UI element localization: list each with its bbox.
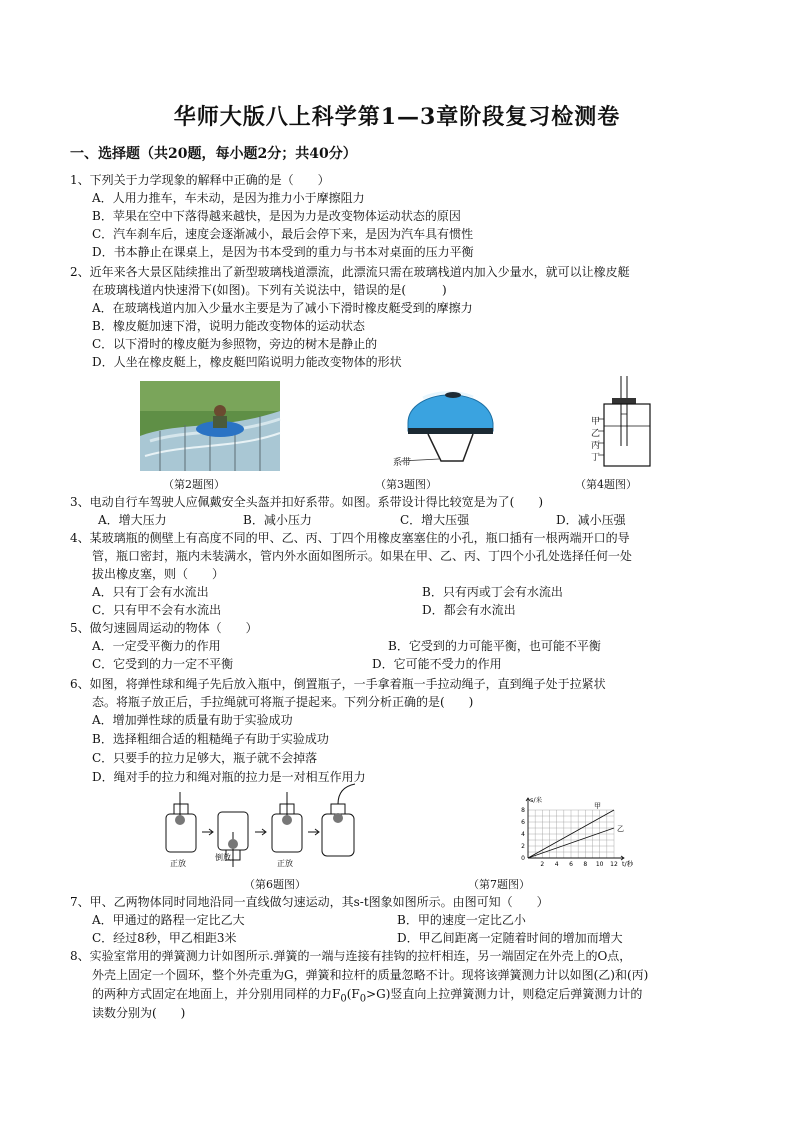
q8-text-b: (F <box>346 987 360 1001</box>
question-6-option-d: D．绳对手的拉力和绳对瓶的拉力是一对相互作用力 <box>92 770 366 784</box>
series-name: 乙 <box>617 825 624 833</box>
question-6-stem-line-1: 6、如图，将弹性球和绳子先后放入瓶中，倒置瓶子，一手拿着瓶一手拉动绳子，直到绳子处于拉紧状 <box>70 677 606 691</box>
question-1-option-c: C．汽车刹车后，速度会逐渐减小，最后会停下来，是因为汽车具有惯性 <box>92 227 474 241</box>
x-tick-label: 4 <box>554 861 559 868</box>
question-4-stem-line-1: 4、某玻璃瓶的侧壁上有高度不同的甲、乙、丙、丁四个用橡皮塞塞住的小孔，瓶口插有一根两端开口的导 <box>70 531 630 545</box>
x-tick-label: 6 <box>569 861 573 868</box>
y-axis-label: s/米 <box>530 796 543 804</box>
q8-text-a: 的两种方式固定在地面上，并分别用同样的力F <box>92 987 341 1001</box>
section-heading: 一、选择题（共20题，每小题2分；共40分） <box>70 146 357 162</box>
y-tick-label: 0 <box>521 855 525 862</box>
question-1-stem: 1、下列关于力学现象的解释中正确的是（ ） <box>70 173 330 187</box>
hole-label-ding: 丁 <box>591 453 601 463</box>
question-2-option-b: B．橡皮艇加速下滑，说明力能改变物体的运动状态 <box>92 319 365 333</box>
question-2-stem-line-1: 2、近年来各大景区陆续推出了新型玻璃栈道漂流，此漂流只需在玻璃栈道内加入少量水，就可以让橡皮艇 <box>70 265 630 279</box>
question-8-stem-line-2: 外壳上固定一个圆环，整个外壳重为G，弹簧和拉杆的质量忽略不计。现将该弹簧测力计以如图(乙)和(丙) <box>92 968 649 982</box>
question-7-option-b: B．甲的速度一定比乙小 <box>397 913 526 927</box>
question-6-option-c: C．只要手的拉力足够大，瓶子就不会掉落 <box>92 751 318 765</box>
series-name: 甲 <box>594 802 601 810</box>
figure-6-caption: （第6题图） <box>244 878 306 891</box>
y-tick-label: 2 <box>521 843 525 850</box>
y-tick-label: 4 <box>521 831 525 838</box>
question-1-option-d: D．书本静止在课桌上，是因为书本受到的重力与书本对桌面的压力平衡 <box>92 245 474 259</box>
y-tick-label: 6 <box>521 819 525 826</box>
x-axis-label: t/秒 <box>622 860 634 868</box>
question-8-stem-line-4: 读数分别为( ) <box>92 1006 186 1020</box>
question-4-stem-line-3: 拔出橡皮塞，则（ ） <box>92 567 225 581</box>
x-tick-label: 12 <box>610 861 618 868</box>
figure-4-caption: （第4题图） <box>575 478 637 491</box>
question-8-stem-line-1: 8、实验室常用的弹簧测力计如图所示.弹簧的一端与连接有挂钩的拉杆相连，另一端固定在外壳上的O点， <box>70 949 632 963</box>
question-2-option-c: C．以下滑时的橡皮艇为参照物，旁边的树木是静止的 <box>92 337 378 351</box>
q8-sub-1: 0 <box>359 993 367 1005</box>
question-1-option-a: A．人用力推车，车未动，是因为推力小于摩擦阻力 <box>92 191 365 205</box>
question-4-stem-line-2: 管，瓶口密封，瓶内未装满水，管内外水面如图所示。如果在甲、乙、丙、丁四个小孔处选择任何一处 <box>92 549 633 563</box>
figure-2-caption: （第2题图） <box>163 478 225 491</box>
figure-2-glass-slide-photo <box>140 381 280 471</box>
question-4-option-c: C．只有甲不会有水流出 <box>92 603 222 617</box>
bottle-upright-label: 正放 <box>170 859 186 868</box>
y-tick-label: 8 <box>521 807 525 814</box>
question-3-stem: 3、电动自行车驾驶人应佩戴安全头盔并扣好系带。如图。系带设计得比较宽是为了( ) <box>70 495 544 509</box>
question-2-option-d: D．人坐在橡皮艇上，橡皮艇凹陷说明力能改变物体的形状 <box>92 355 402 369</box>
question-4-option-a: A．只有丁会有水流出 <box>92 585 209 599</box>
question-7-option-a: A．甲通过的路程一定比乙大 <box>92 913 245 927</box>
question-6-option-a: A．增加弹性球的质量有助于实验成功 <box>92 713 293 727</box>
question-1-option-b: B．苹果在空中下落得越来越快，是因为力是改变物体运动状态的原因 <box>92 209 461 223</box>
question-2-option-a: A．在玻璃栈道内加入少量水主要是为了减小下滑时橡皮艇受到的摩擦力 <box>92 301 473 315</box>
bottle-upright-label-2: 正放 <box>277 859 293 868</box>
question-4-option-d: D．都会有水流出 <box>422 603 516 617</box>
question-5-option-c: C．它受到的力一定不平衡 <box>92 657 234 671</box>
q8-text-c: >G)竖直向上拉弹簧测力计，则稳定后弹簧测力计的 <box>366 987 643 1001</box>
bottle-inverted-label: 倒放 <box>215 853 231 862</box>
x-tick-label: 8 <box>583 861 588 868</box>
question-7-option-c: C．经过8秒，甲乙相距3米 <box>92 931 237 945</box>
x-tick-label: 10 <box>595 861 604 868</box>
q8-sub-0: 0 <box>340 993 347 1005</box>
question-3-option-a: A．增大压力 <box>98 513 167 527</box>
hole-label-yi: 乙 <box>591 429 601 439</box>
question-3-option-c: C．增大压强 <box>400 513 470 527</box>
figure-7-caption: （第7题图） <box>468 878 530 891</box>
hole-label-bing: 丙 <box>591 441 601 451</box>
question-5-option-a: A．一定受平衡力的作用 <box>92 639 221 653</box>
figure-3-caption: （第3题图） <box>375 478 437 491</box>
question-5-option-b: B．它受到的力可能平衡，也可能不平衡 <box>388 639 601 653</box>
question-7-option-d: D．甲乙间距离一定随着时间的增加而增大 <box>397 931 623 945</box>
helmet-strap-label: 系带 <box>393 458 412 468</box>
question-3-option-b: B．减小压力 <box>243 513 312 527</box>
figure-7-st-chart <box>508 792 632 874</box>
page-title: 华师大版八上科学第1—3章阶段复习检测卷 <box>173 104 621 130</box>
question-6-option-b: B．选择粗细合适的粗糙绳子有助于实验成功 <box>92 732 329 746</box>
question-2-stem-line-2: 在玻璃栈道内快速滑下(如图)。下列有关说法中，错误的是( ) <box>92 283 447 297</box>
question-6-stem-line-2: 态。将瓶子放正后，手拉绳就可将瓶子提起来。下列分析正确的是( ) <box>92 695 474 709</box>
hole-label-jia: 甲 <box>591 417 601 427</box>
question-5-stem: 5、做匀速圆周运动的物体（ ） <box>70 621 258 635</box>
question-4-option-b: B．只有丙或丁会有水流出 <box>422 585 563 599</box>
question-3-option-d: D．减小压强 <box>556 513 626 527</box>
figure-6-bottle-sequence <box>160 782 365 870</box>
question-5-option-d: D．它可能不受力的作用 <box>372 657 502 671</box>
question-7-stem: 7、甲、乙两物体同时同地沿同一直线做匀速运动，其s-t图象如图所示。由图可知（ ） <box>70 895 549 909</box>
x-tick-label: 2 <box>540 861 545 868</box>
